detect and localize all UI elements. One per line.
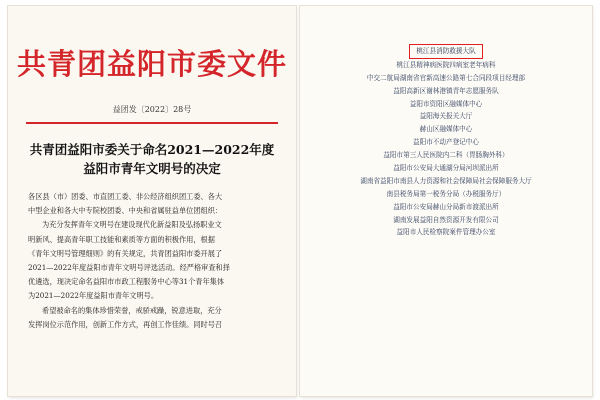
list-item-highlighted xyxy=(300,44,592,57)
body-line: 明新风、提高青年职工技能和素质等方面的积极作用，根据 xyxy=(28,234,215,244)
highlighted-entry: 桃江县消防救援大队 xyxy=(409,44,482,59)
list-item: 南县税务局第一税务分局（办税服务厅） xyxy=(386,189,506,198)
body-line: 发挥岗位示范作用，创新工作方式，再创工作佳绩。同时号召 xyxy=(28,319,223,329)
body-line: 各区县（市）团委、市直团工委、非公经济组织团工委、各大 xyxy=(28,192,223,201)
title-line-2: 益阳市青年文明号的决定 xyxy=(83,161,221,176)
list-item: 益阳市公安局赫山分局新市渡派出所 xyxy=(393,202,499,211)
right-document-page xyxy=(300,6,592,396)
list-item: 桃江县精神病医院四病室老年病科 xyxy=(396,60,496,69)
document-header: 共青团益阳市委文件 xyxy=(16,47,287,81)
left-document-page xyxy=(8,6,296,396)
list-item: 益阳海关报关大厅 xyxy=(419,112,473,121)
list-item: 中交二航局湖南省官新高速公路第七合同段项目经理部 xyxy=(366,73,526,82)
body-line: 希望被命名的集体珍惜荣誉，戒骄戒躁，锐意进取，充分 xyxy=(42,305,222,315)
body-line: 为充分发挥青年文明号在建设现代化新益阳及弘扬职业文 xyxy=(42,220,222,230)
list-item: 湖南发展益阳自然资源开发有限公司 xyxy=(393,215,499,224)
list-item: 益阳市资阳区融媒体中心 xyxy=(409,99,483,108)
list-item: 湖南省益阳市南县人力资源和社会保障局社会保障服务大厅 xyxy=(360,176,532,185)
body-line: 优遴选，现决定命名益阳市市政工程服务中心等31个青年集体 xyxy=(28,277,225,287)
list-item: 益阳高新区谢林港镇青年志愿服务队 xyxy=(393,86,499,95)
decision-title xyxy=(20,140,284,178)
red-divider xyxy=(26,122,278,124)
list-item: 益阳市公安局大通湖分局河坝派出所 xyxy=(393,164,499,173)
honoree-list xyxy=(300,44,592,239)
list-item: 益阳市不动产登记中心 xyxy=(413,138,479,147)
list-item: 益阳市第三人民医院内二科（胃肠胸外科） xyxy=(383,151,509,160)
list-item: 赫山区融媒体中心 xyxy=(419,125,473,134)
document-body xyxy=(28,190,278,332)
list-item: 益阳市人民检察院案件管理办公室 xyxy=(396,228,496,237)
body-line: 2021—2022年度益阳市青年文明号评选活动。经严格审查和择 xyxy=(28,263,230,273)
title-line-1: 共青团益阳市委关于命名2021—2022年度 xyxy=(29,142,275,157)
body-line: 《青年文明号管理细则》的有关规定，共青团益阳市委开展了 xyxy=(28,248,223,258)
document-number: 益团发〔2022〕28号 xyxy=(112,105,192,114)
body-line: 为2021—2022年度益阳市青年文明号。 xyxy=(28,291,159,301)
body-line: 中型企业和各大中专院校团委、中央和省属驻益单位团组织： xyxy=(28,206,223,216)
